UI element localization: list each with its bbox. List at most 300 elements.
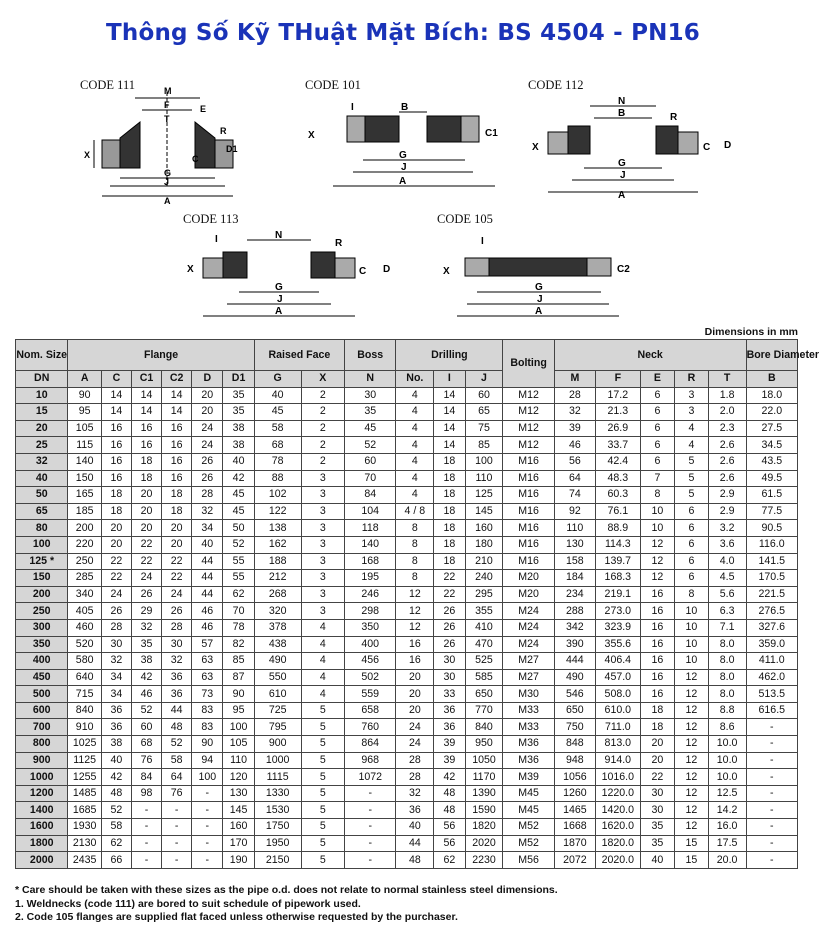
table-cell: 95 [68, 404, 101, 421]
table-cell: 8.6 [708, 719, 746, 736]
table-cell: 5 [301, 819, 345, 836]
table-cell: 219.1 [596, 586, 641, 603]
table-cell: 26 [162, 603, 192, 620]
table-cell: 56 [554, 453, 595, 470]
table-cell: 24 [396, 719, 434, 736]
table-cell: 658 [345, 702, 396, 719]
diagram-label: CODE 112 [528, 78, 584, 92]
table-cell: 3 [301, 520, 345, 537]
table-cell: 1950 [254, 835, 301, 852]
diagram-code-101 [305, 78, 505, 198]
dim-label: B [401, 102, 409, 113]
table-cell: 170 [223, 835, 254, 852]
table-row [16, 503, 798, 520]
table-cell: 58 [101, 819, 131, 836]
table-cell: 4 [301, 636, 345, 653]
table-cell: 4.0 [708, 553, 746, 570]
table-cell: 5 [301, 702, 345, 719]
table-cell: 56 [434, 819, 465, 836]
table-cell: 64 [162, 769, 192, 786]
table-row [16, 752, 798, 769]
table-cell: 35 [223, 387, 254, 404]
table-cell: 320 [254, 603, 301, 620]
table-cell: 8.0 [708, 686, 746, 703]
table-cell: 12 [675, 736, 708, 753]
table-cell: M45 [503, 785, 554, 802]
table-cell: - [162, 852, 192, 869]
table-cell: 968 [345, 752, 396, 769]
table-cell: 125 * [16, 553, 68, 570]
column-header: D1 [223, 371, 254, 388]
table-cell: 600 [16, 702, 68, 719]
table-cell: 48.3 [596, 470, 641, 487]
dim-label: R [670, 112, 678, 123]
table-cell: 610 [254, 686, 301, 703]
table-cell: 4 [675, 420, 708, 437]
dim-label: A [399, 176, 407, 187]
table-cell: - [131, 819, 161, 836]
table-cell: 43.5 [746, 453, 797, 470]
diagram-code-113 [183, 212, 408, 322]
table-cell: 3 [301, 553, 345, 570]
table-cell: 585 [465, 669, 503, 686]
table-cell: 640 [68, 669, 101, 686]
table-cell: 1220.0 [596, 785, 641, 802]
table-cell: 12.5 [708, 785, 746, 802]
dim-label: F [164, 100, 170, 110]
table-cell: 90 [223, 686, 254, 703]
table-cell: 22.0 [746, 404, 797, 421]
table-cell: M36 [503, 752, 554, 769]
table-cell: 46 [554, 437, 595, 454]
table-cell: 18 [101, 503, 131, 520]
table-cell: 10.0 [708, 752, 746, 769]
table-row [16, 802, 798, 819]
table-cell: 68 [131, 736, 161, 753]
table-cell: 24 [192, 437, 223, 454]
table-cell: 390 [554, 636, 595, 653]
table-cell: 12 [675, 669, 708, 686]
header-nom-size: Nom. Size [16, 340, 68, 371]
table-cell: 70 [223, 603, 254, 620]
table-cell: 26.9 [596, 420, 641, 437]
table-cell: 40 [254, 387, 301, 404]
table-cell: - [746, 819, 797, 836]
table-cell: 10 [675, 636, 708, 653]
table-cell: 1820 [465, 819, 503, 836]
table-cell: M12 [503, 420, 554, 437]
table-cell: 12 [640, 553, 675, 570]
dim-label: C [192, 154, 199, 164]
table-cell: 2.6 [708, 470, 746, 487]
table-cell: - [746, 736, 797, 753]
table-cell: 616.5 [746, 702, 797, 719]
table-cell: 18.0 [746, 387, 797, 404]
table-cell: - [746, 752, 797, 769]
table-cell: 76.1 [596, 503, 641, 520]
table-row [16, 686, 798, 703]
table-cell: 795 [254, 719, 301, 736]
table-cell: 22 [131, 536, 161, 553]
table-cell: 2 [301, 420, 345, 437]
table-cell: 40 [192, 536, 223, 553]
table-cell: M24 [503, 636, 554, 653]
column-header: DN [16, 371, 68, 388]
table-cell: 12 [675, 719, 708, 736]
table-cell: 411.0 [746, 653, 797, 670]
table-cell: 18 [434, 553, 465, 570]
table-row [16, 653, 798, 670]
table-row [16, 819, 798, 836]
table-cell: 48 [162, 719, 192, 736]
table-cell: 60.3 [596, 487, 641, 504]
table-cell: 76 [162, 785, 192, 802]
table-cell: 1.8 [708, 387, 746, 404]
table-cell: 10 [675, 653, 708, 670]
table-cell: 1590 [465, 802, 503, 819]
table-cell: 405 [68, 603, 101, 620]
table-cell: 1000 [16, 769, 68, 786]
table-cell: 10 [675, 603, 708, 620]
table-cell: 160 [223, 819, 254, 836]
table-cell: 16 [640, 586, 675, 603]
table-cell: 28 [396, 769, 434, 786]
table-cell: 1330 [254, 785, 301, 802]
table-cell: M56 [503, 852, 554, 869]
table-cell: 56 [434, 835, 465, 852]
table-cell: 105 [68, 420, 101, 437]
table-cell: 62 [101, 835, 131, 852]
table-cell: 1750 [254, 819, 301, 836]
table-cell: 18 [434, 503, 465, 520]
table-row [16, 785, 798, 802]
table-cell: 16 [396, 636, 434, 653]
table-cell: 25 [16, 437, 68, 454]
table-cell: 8.0 [708, 669, 746, 686]
table-cell: 49.5 [746, 470, 797, 487]
table-cell: 200 [16, 586, 68, 603]
table-cell: 2020.0 [596, 852, 641, 869]
table-cell: M36 [503, 736, 554, 753]
table-cell: 525 [465, 653, 503, 670]
table-cell: 16 [131, 437, 161, 454]
table-cell: 1600 [16, 819, 68, 836]
table-cell: 24 [192, 420, 223, 437]
dim-label: A [164, 196, 171, 206]
table-cell: 1056 [554, 769, 595, 786]
table-cell: - [192, 785, 223, 802]
table-cell: 1072 [345, 769, 396, 786]
dim-label: G [275, 282, 283, 293]
table-cell: 66 [101, 852, 131, 869]
table-cell: 22 [101, 570, 131, 587]
table-cell: 8.8 [708, 702, 746, 719]
table-cell: 104 [345, 503, 396, 520]
table-cell: 34 [101, 686, 131, 703]
table-cell: M24 [503, 603, 554, 620]
table-cell: 120 [223, 769, 254, 786]
column-header: J [465, 371, 503, 388]
dim-label: J [401, 162, 407, 173]
table-cell: 62 [223, 586, 254, 603]
diagram-label: CODE 113 [183, 212, 239, 226]
table-cell: 650 [554, 702, 595, 719]
table-cell: 35 [131, 636, 161, 653]
dim-label: E [200, 104, 207, 114]
table-cell: 102 [254, 487, 301, 504]
table-cell: 268 [254, 586, 301, 603]
table-cell: 16 [101, 437, 131, 454]
column-header: I [434, 371, 465, 388]
table-cell: 246 [345, 586, 396, 603]
table-cell: 30 [434, 653, 465, 670]
table-cell: 750 [554, 719, 595, 736]
diagram-label: CODE 101 [305, 78, 361, 92]
table-cell: 4.5 [708, 570, 746, 587]
table-cell: 12 [675, 686, 708, 703]
table-cell: 5 [301, 785, 345, 802]
table-cell: 2.6 [708, 453, 746, 470]
table-cell: 7.1 [708, 619, 746, 636]
table-row [16, 387, 798, 404]
table-cell: 100 [192, 769, 223, 786]
table-cell: 158 [554, 553, 595, 570]
table-cell: 57 [192, 636, 223, 653]
table-cell: - [192, 802, 223, 819]
table-cell: 16 [162, 453, 192, 470]
table-cell: 35 [345, 404, 396, 421]
table-cell: 4 [396, 420, 434, 437]
table-cell: 3 [301, 570, 345, 587]
table-cell: 900 [16, 752, 68, 769]
table-cell: 355.6 [596, 636, 641, 653]
table-cell: 76 [131, 752, 161, 769]
table-cell: M12 [503, 437, 554, 454]
table-cell: 770 [465, 702, 503, 719]
table-cell: 35 [223, 404, 254, 421]
table-cell: 105 [223, 736, 254, 753]
table-cell: 490 [254, 653, 301, 670]
table-cell: 26 [434, 636, 465, 653]
table-cell: 55 [223, 553, 254, 570]
table-cell: 3 [301, 536, 345, 553]
table-cell: 150 [68, 470, 101, 487]
table-cell: 6.3 [708, 603, 746, 620]
table-cell: 168.3 [596, 570, 641, 587]
table-cell: 4 [396, 470, 434, 487]
table-cell: 16 [396, 653, 434, 670]
table-cell: 17.2 [596, 387, 641, 404]
table-cell: 40 [640, 852, 675, 869]
header-flange: Flange [68, 340, 254, 371]
table-cell: 400 [16, 653, 68, 670]
table-cell: 84 [345, 487, 396, 504]
table-cell: 12 [675, 702, 708, 719]
table-cell: 95 [223, 702, 254, 719]
dim-label: I [215, 234, 218, 245]
table-cell: 16 [162, 420, 192, 437]
table-cell: 28 [396, 752, 434, 769]
table-cell: 36 [101, 719, 131, 736]
dim-label: R [335, 238, 343, 249]
table-cell: 12 [675, 819, 708, 836]
table-cell: 184 [554, 570, 595, 587]
dim-label: I [481, 236, 484, 247]
table-cell: 46 [192, 603, 223, 620]
diagram-code-105 [437, 212, 652, 322]
table-cell: 65 [16, 503, 68, 520]
table-cell: M12 [503, 387, 554, 404]
table-cell: 160 [465, 520, 503, 537]
table-cell: 1390 [465, 785, 503, 802]
table-cell: 42 [223, 470, 254, 487]
table-cell: 1115 [254, 769, 301, 786]
table-cell: - [746, 802, 797, 819]
table-cell: 2130 [68, 835, 101, 852]
table-cell: 30 [434, 669, 465, 686]
table-cell: 12 [640, 536, 675, 553]
table-cell: 12 [675, 769, 708, 786]
table-cell: 513.5 [746, 686, 797, 703]
table-cell: 26 [101, 603, 131, 620]
table-cell: 20 [131, 503, 161, 520]
table-cell: 42 [131, 669, 161, 686]
table-cell: 14 [101, 387, 131, 404]
table-cell: 4 [301, 653, 345, 670]
column-header: F [596, 371, 641, 388]
table-cell: 2150 [254, 852, 301, 869]
column-header: T [708, 371, 746, 388]
table-cell: 14 [131, 387, 161, 404]
table-cell: 4 [301, 619, 345, 636]
table-cell: 948 [554, 752, 595, 769]
table-cell: - [131, 835, 161, 852]
column-header: A [68, 371, 101, 388]
table-row [16, 835, 798, 852]
dim-label: X [187, 264, 194, 275]
table-cell: 22 [434, 570, 465, 587]
table-cell: 276.5 [746, 603, 797, 620]
table-cell: 520 [68, 636, 101, 653]
table-cell: 546 [554, 686, 595, 703]
dim-label: G [618, 158, 626, 169]
table-cell: 20 [192, 404, 223, 421]
table-cell: 145 [465, 503, 503, 520]
diagram-code-112 [528, 78, 758, 200]
table-cell: 52 [131, 702, 161, 719]
table-cell: 18 [162, 503, 192, 520]
table-cell: 864 [345, 736, 396, 753]
column-header: C [101, 371, 131, 388]
table-cell: 87 [223, 669, 254, 686]
table-cell: 350 [345, 619, 396, 636]
table-cell: 110 [554, 520, 595, 537]
table-cell: 16 [640, 603, 675, 620]
table-cell: 21.3 [596, 404, 641, 421]
table-cell: 90.5 [746, 520, 797, 537]
table-row [16, 487, 798, 504]
table-cell: 170.5 [746, 570, 797, 587]
table-cell: 55 [223, 570, 254, 587]
table-cell: - [131, 802, 161, 819]
table-cell: M27 [503, 653, 554, 670]
table-cell: 195 [345, 570, 396, 587]
table-cell: 36 [101, 702, 131, 719]
table-row [16, 437, 798, 454]
table-cell: 52 [101, 802, 131, 819]
table-cell: 24 [101, 586, 131, 603]
table-cell: 438 [254, 636, 301, 653]
table-cell: 63 [192, 669, 223, 686]
table-cell: 1255 [68, 769, 101, 786]
table-cell: 18 [434, 453, 465, 470]
table-cell: 36 [396, 802, 434, 819]
table-cell: 16 [131, 420, 161, 437]
table-cell: 32 [131, 619, 161, 636]
table-cell: 16 [640, 636, 675, 653]
table-cell: 210 [465, 553, 503, 570]
table-cell: 2000 [16, 852, 68, 869]
table-cell: 22 [162, 570, 192, 587]
table-cell: 16 [640, 653, 675, 670]
table-cell: 40 [223, 453, 254, 470]
column-header: G [254, 371, 301, 388]
dim-label: J [620, 170, 626, 181]
table-cell: 8 [396, 536, 434, 553]
dim-label: C1 [485, 128, 498, 139]
table-cell: 2 [301, 453, 345, 470]
table-cell: M39 [503, 769, 554, 786]
table-cell: 44 [396, 835, 434, 852]
table-cell: 18 [131, 470, 161, 487]
table-cell: 16 [640, 669, 675, 686]
table-cell: 58 [162, 752, 192, 769]
table-cell: 50 [16, 487, 68, 504]
table-cell: 32 [192, 503, 223, 520]
table-cell: 5 [301, 852, 345, 869]
table-cell: - [131, 852, 161, 869]
table-cell: 840 [68, 702, 101, 719]
table-cell: 24 [162, 586, 192, 603]
table-cell: 1620.0 [596, 819, 641, 836]
table-cell: 8 [396, 520, 434, 537]
table-cell: 610.0 [596, 702, 641, 719]
table-cell: 48 [434, 802, 465, 819]
table-cell: 39 [434, 736, 465, 753]
table-cell: 60 [131, 719, 161, 736]
table-cell: 84 [131, 769, 161, 786]
table-cell: 4 [396, 437, 434, 454]
table-cell: - [345, 835, 396, 852]
column-header: N [345, 371, 396, 388]
table-cell: 14 [434, 437, 465, 454]
dim-label: J [277, 294, 283, 305]
table-cell: 559 [345, 686, 396, 703]
table-cell: 457.0 [596, 669, 641, 686]
dim-label: N [618, 96, 626, 107]
table-cell: 18 [434, 487, 465, 504]
table-cell: 234 [554, 586, 595, 603]
table-cell: 1465 [554, 802, 595, 819]
table-cell: 80 [16, 520, 68, 537]
table-cell: 20 [192, 387, 223, 404]
table-cell: 800 [16, 736, 68, 753]
table-cell: 1025 [68, 736, 101, 753]
table-cell: 139.7 [596, 553, 641, 570]
table-cell: 12 [396, 603, 434, 620]
column-header: B [746, 371, 797, 388]
table-cell: 359.0 [746, 636, 797, 653]
